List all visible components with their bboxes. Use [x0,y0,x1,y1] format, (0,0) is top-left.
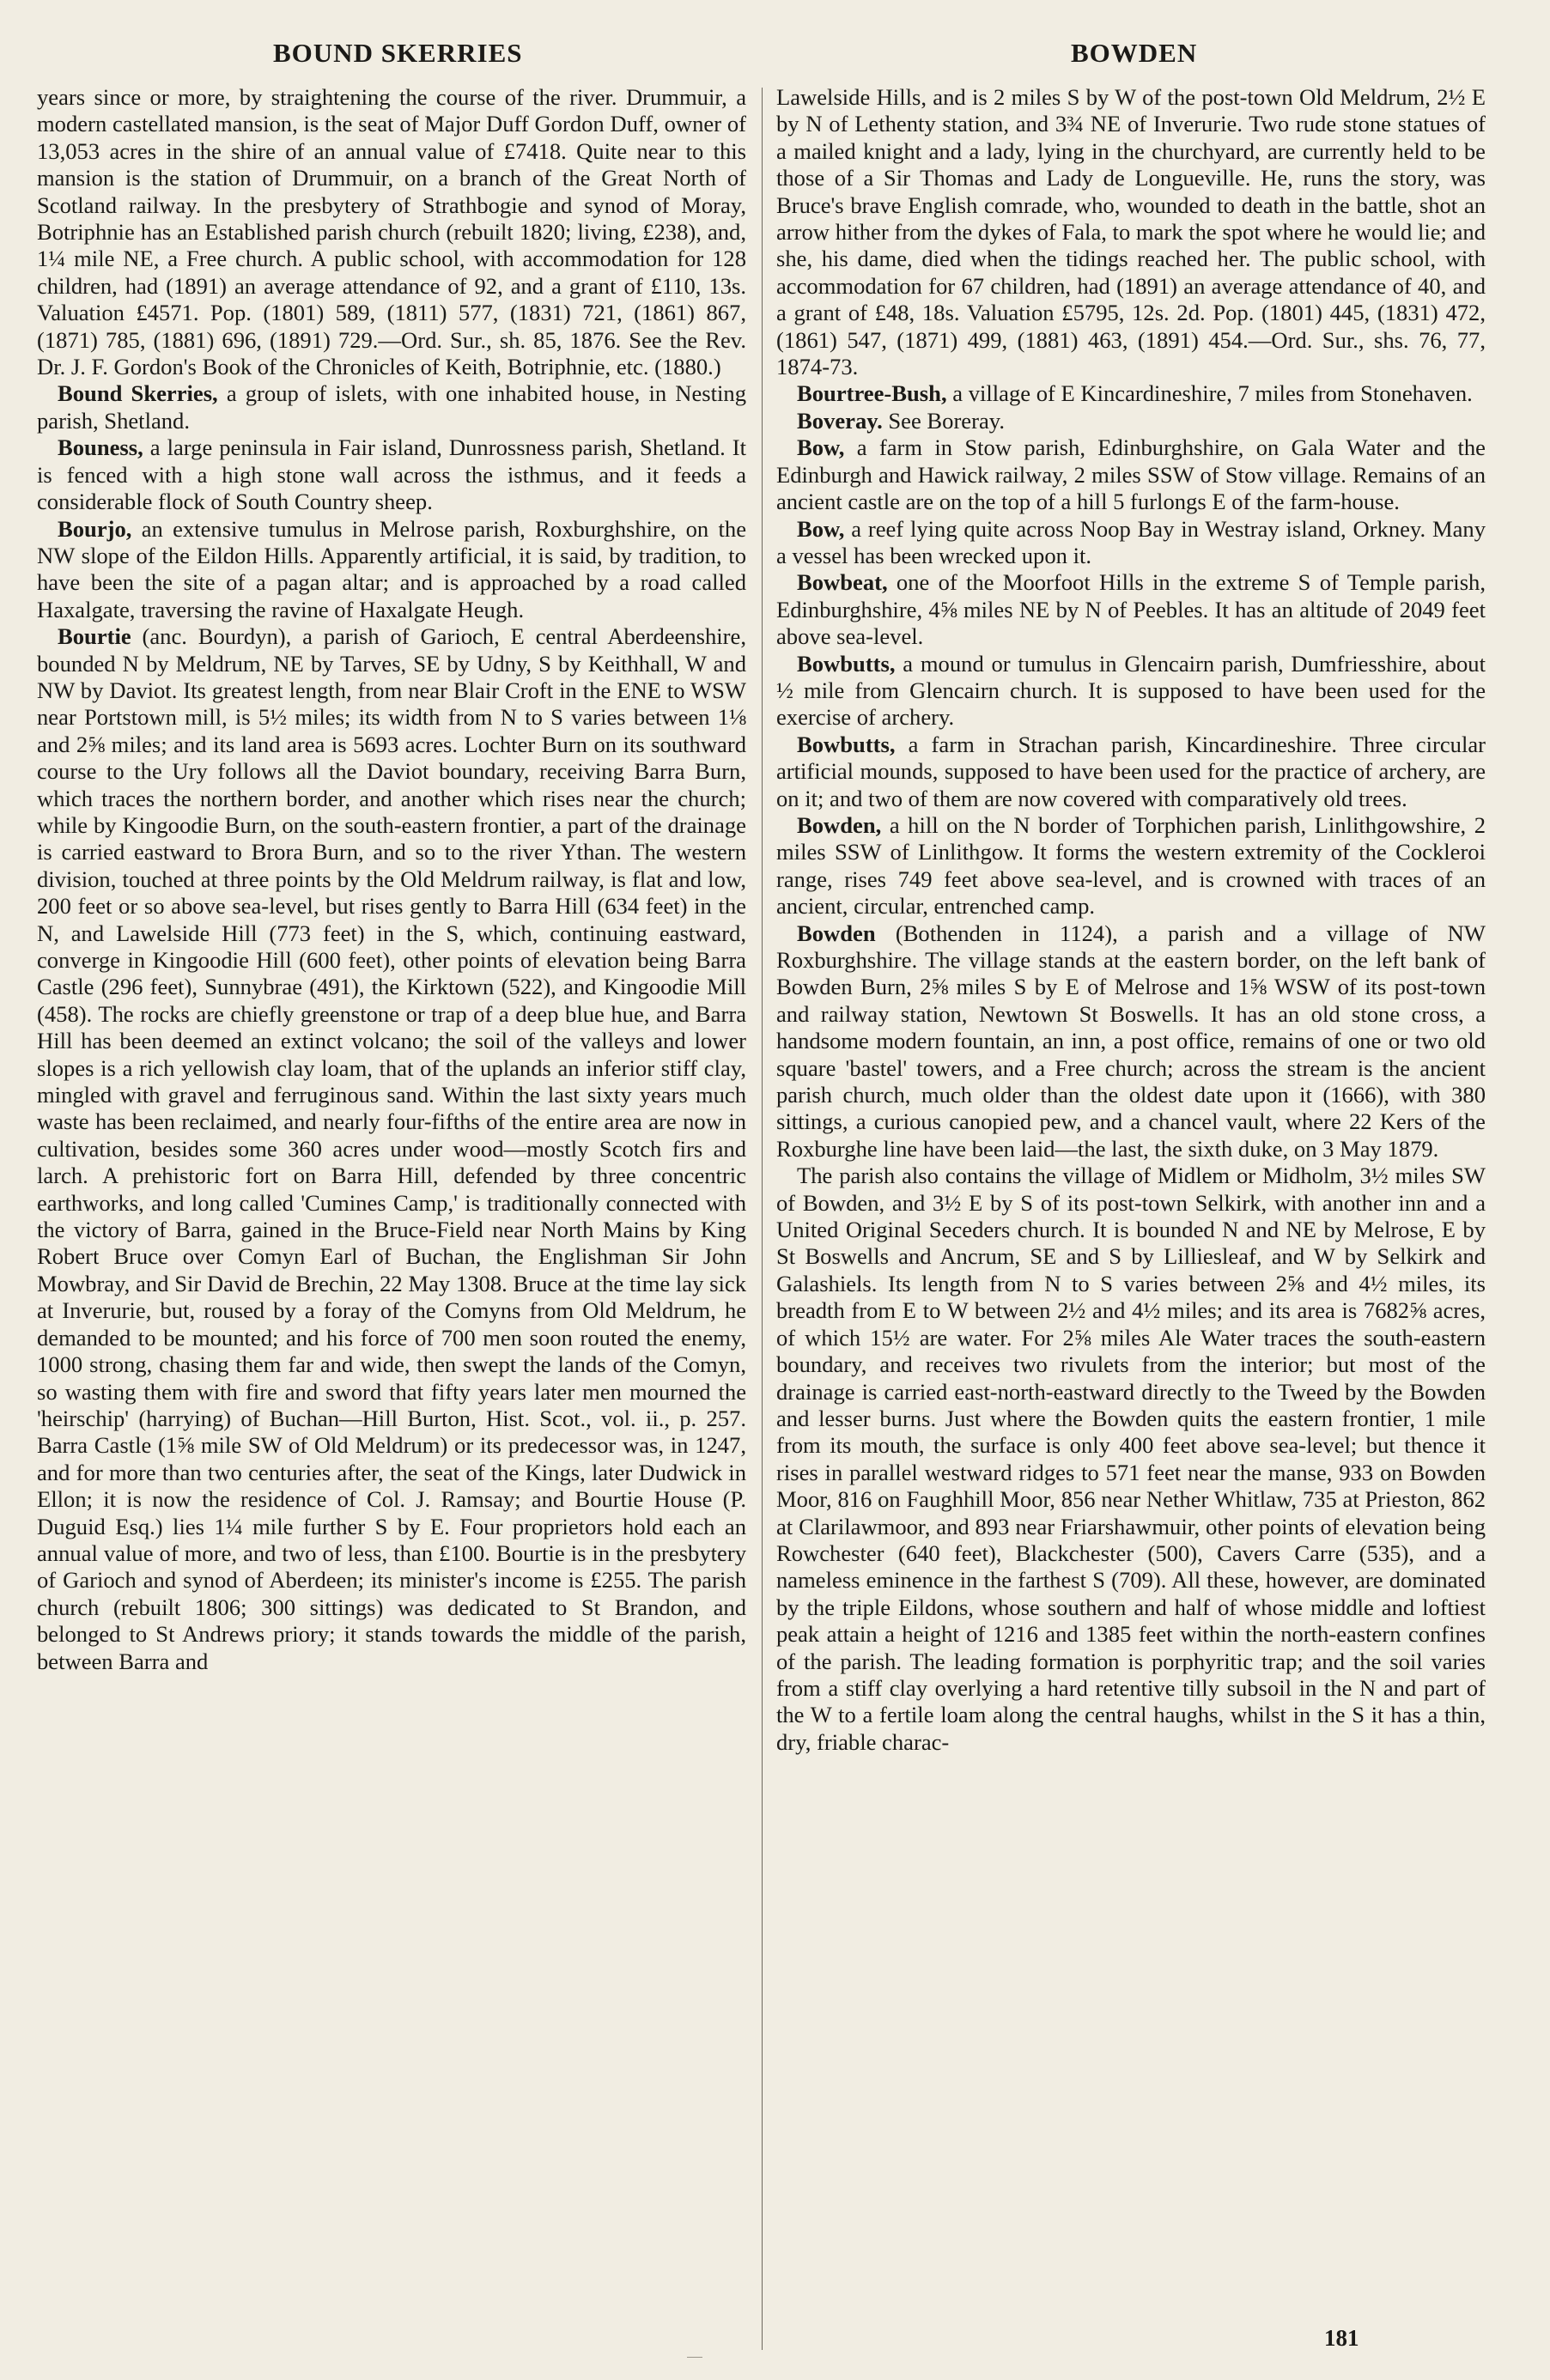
paragraph [776,516,1486,570]
paragraph-text: a mound or tumulus in Glencairn parish, Dumfriesshire, about ½ mile from Glencairn church. It is supposed to have been used for the exercise of archery. [776,650,1486,731]
footer-rule [687,2357,702,2358]
running-head-right: BOWDEN [1071,38,1198,68]
paragraph [776,380,1486,407]
paragraph-text: a group of islets, with one inhabited house, in Nesting parish, Shetland. [37,380,746,434]
paragraph [776,434,1486,515]
paragraph-text: a farm in Stow parish, Edinburghshire, on Gala Water and the Edinburgh and Hawick railway, 2 miles SSW of Stow village. Remains of an ancient castle are on the top of a hill 5 furlongs E of the farm-house. [776,434,1486,515]
headword: Bow, [797,515,845,542]
paragraph [776,84,1486,380]
paragraph-text: a farm in Strachan parish, Kincardineshire. Three circular artificial mounds, supposed to have been used for the practice of archery, are on it; and two of them are now covered with comparatively old trees. [776,731,1486,811]
headword: Bowden, [797,811,882,838]
running-head-left: BOUND SKERRIES [273,38,523,68]
paragraph [37,623,746,1675]
paragraph [776,812,1486,920]
headword: Bourtree-Bush, [797,380,947,407]
paragraph-text: a hill on the N border of Torphichen parish, Linlithgowshire, 2 miles SSW of Linlithgow. It forms the western extremity of the Cockleroi range, rises 749 feet above sea-level, and is crowned with traces of an ancient, circular, entrenched camp. [776,811,1486,920]
headword: Bowbutts, [797,731,896,757]
paragraph [37,380,746,434]
paragraph-text: (anc. Bourdyn), a parish of Garioch, E central Aberdeenshire, bounded N by Meldrum, NE by Tarves, SE by Udny, S by Keithhall, W and NW by Daviot. Its greatest length, from near Blair Croft in the ENE to WSW near Portstown mill, is 5½ miles; its width from N to S varies between 1⅛ and 2⅝ miles; and its land area is 5693 acres. Lochter Burn on its southward course to the Ury follows all the Daviot boundary, receiving Barra Burn, which traces the northern border, and another which rises near the church; while by Kingoodie Burn, on the south-eastern frontier, a part of the drainage is carried eastward to Brora Burn, and so to the river Ythan. The western division, touched at three points by the Old Meldrum railway, is flat and low, 200 feet or so above sea-level, but rises gently to Barra Hill (634 feet) in the N, and Lawelside Hill (773 feet) in the S, which, continuing eastward, converge in Kingoodie Hill (600 feet), other points of elevation being Barra Castle (296 feet), Sunnybrae (491), the Kirktown (522), and Kingoodie Mill (458). The rocks are chiefly greenstone or trap of a deep blue hue, and Barra Hill has been deemed an extinct volcano; the soil of the valleys and lower slopes is a rich yellowish clay loam, that of the uplands an inferior stiff clay, mingled with gravel and ferruginous sand. Within the last sixty years much waste has been reclaimed, and nearly four-fifths of the entire area are now in cultivation, besides some 360 acres under wood—mostly Scotch firs and larch. A prehistoric fort on Barra Hill, defended by three concentric earthworks, and long called 'Cumines Camp,' is traditionally connected with the victory of Barra, gained in the Bruce-Field near North Mains by King Robert Bruce over Comyn Earl of Buchan, the Englishman Sir John Mowbray, and Sir David de Brechin, 22 May 1308. Bruce at the time lay sick at Inverurie, but, roused by a foray of the Comyns from Old Meldrum, he demanded to be mounted; and his force of 700 men soon routed the enemy, 1000 strong, chasing them far and wide, then swept the lands of the Comyn, so wasting them with fire and sword that fifty years later men mourned the 'heirschip' (harrying) of Buchan—Hill Burton, Hist. Scot., vol. ii., p. 257. Barra Castle (1⅝ mile SW of Old Meldrum) or its predecessor was, in 1247, and for more than two centuries after, the seat of the Kings, later Dudwick in Ellon; it is now the residence of Col. J. Ramsay; and Bourtie House (P. Duguid Esq.) lies 1¼ mile further S by E. Four proprietors hold each an annual value of more, and two of less, than £100. Bourtie is in the presbytery of Garioch and synod of Aberdeen; its minister's income is £255. The parish church (rebuilt 1806; 300 sittings) was dedicated to St Brandon, and belonged to St Andrews priory; it stands towards the middle of the parish, between Barra and [37,623,746,1674]
headword: Bouness, [58,434,143,461]
paragraph-text: See Boreray. [882,407,1005,434]
paragraph-text: (Bothenden in 1124), a parish and a village of NW Roxburghshire. The village stands at the eastern border, on the left bank of Bowden Burn, 2⅝ miles S by E of Melrose and 1⅝ WSW of its post-town and railway station, Newtown St Boswells. It has an old stone cross, a handsome modern fountain, an inn, a post office, remains of one or two old square 'bastel' towers, and a Free church; across the stream is the ancient parish church, much older than the oldest date upon it (1666), with 380 sittings, a curious canopied pew, and a chancel vault, where 22 Kers of the Roxburghe line have been laid—the last, the sixth duke, on 3 May 1879. [776,920,1486,1162]
headword: Bowbutts, [797,650,896,677]
headword: Bowbeat, [797,569,888,596]
headword: Bound Skerries, [58,380,218,407]
paragraph-text: an extensive tumulus in Melrose parish, Roxburghshire, on the NW slope of the Eildon Hills. Apparently artificial, it is said, by tradition, to have been the site of a pagan altar; and is approached by a road called Haxalgate, traversing the ravine of Haxalgate Heugh. [37,515,746,622]
right-column [776,84,1486,1756]
paragraph-text: a large peninsula in Fair island, Dunrossness parish, Shetland. It is fenced with a high stone wall across the isthmus, and it feeds a considerable flock of South Country sheep. [37,434,746,515]
paragraph-text: a village of E Kincardineshire, 7 miles from Stonehaven. [946,380,1473,407]
paragraph [37,84,746,380]
headword: Bourtie [58,623,131,650]
headword: Bowden [797,920,876,946]
paragraph [776,732,1486,812]
paragraph [776,569,1486,650]
headword: Boveray. [797,407,883,434]
paragraph-text: one of the Moorfoot Hills in the extreme S of Temple parish, Edinburghshire, 4⅝ miles NE by N of Peebles. It has an altitude of 2049 feet above sea-level. [776,569,1486,650]
page-number: 181 [1324,2325,1359,2351]
paragraph-text: Lawelside Hills, and is 2 miles S by W of the post-town Old Meldrum, 2½ E by N of Lethenty station, and 3¾ NE of Inverurie. Two rude stone statues of a mailed knight and a lady, lying in the churchyard, are currently held to be those of a Sir Thomas and Lady de Longueville. He, runs the story, was Bruce's brave English comrade, who, wounded to death in the battle, shot an arrow hither from the dykes of Fala, to mark the spot where he would lie; and she, his dame, died when the tidings reached her. The public school, with accommodation for 67 children, had (1891) an average attendance of 40, and a grant of £48, 18s. Valuation £5795, 12s. 2d. Pop. (1801) 445, (1831) 472, (1861) 547, (1871) 499, (1881) 463, (1891) 454.—Ord. Sur., shs. 76, 77, 1874-73. [776,84,1486,380]
column-divider [762,88,763,2350]
paragraph-text: years since or more, by straightening the course of the river. Drummuir, a modern castellated mansion, is the seat of Major Duff Gordon Duff, owner of 13,053 acres in the shire of an annual value of £7418. Quite near to this mansion is the station of Drummuir, on a branch of the Great North of Scotland railway. In the presbytery of Strathbogie and synod of Moray, Botriphnie has an Established parish church (rebuilt 1820; living, £238), and, 1¼ mile NE, a Free church. A public school, with accommodation for 128 children, had (1891) an average attendance of 92, and a grant of £110, 13s. Valuation £4571. Pop. (1801) 589, (1811) 577, (1831) 721, (1861) 867, (1871) 785, (1881) 696, (1891) 729.—Ord. Sur., sh. 85, 1876. See the Rev. Dr. J. F. Gordon's Book of the Chronicles of Keith, Botriphnie, etc. (1880.) [37,84,746,380]
headword: Bourjo, [58,515,132,542]
paragraph [776,651,1486,732]
paragraph [776,1163,1486,1756]
paragraph-text: The parish also contains the village of Midlem or Midholm, 3½ miles SW of Bowden, and 3½ E by S of its post-town Selkirk, with another inn and a United Original Seceders church. It is bounded N and NE by Melrose, E by St Boswells and Ancrum, SE and S by Lilliesleaf, and W by Selkirk and Galashiels. Its length from N to S varies between 2⅝ and 4½ miles, its breadth from E to W between 2½ and 4½ miles; and its area is 7682⅝ acres, of which 15½ are water. For 2⅝ miles Ale Water traces the south-eastern boundary, and receives two rivulets from the interior; but most of the drainage is carried east-north-eastward directly to the Tweed by the Bowden and lesser burns. Just where the Bowden quits the eastern frontier, 1 mile from its mouth, the surface is only 400 feet above sea-level; but thence it rises in parallel westward ridges to 571 feet near the manse, 933 on Bowden Moor, 816 on Faughhill Moor, 856 near Nether Whitlaw, 735 at Prieston, 862 at Clarilawmoor, and 893 near Friarshawmuir, other points of elevation being Rowchester (640 feet), Blackchester (500), Cavers Carre (535), and a nameless eminence in the farthest S (709). All these, however, are dominated by the triple Eildons, whose southern and half of whose middle and loftiest peak attain a height of 1216 and 1385 feet within the north-eastern confines of the parish. The leading formation is porphyritic trap; and the soil varies from a stiff clay overlying a hard retentive tilly subsoil in the N and part of the W to a fertile loam along the central haughs, whilst in the S it has a thin, dry, friable charac- [776,1163,1486,1755]
left-column [37,84,746,1675]
headword: Bow, [797,434,845,461]
paragraph [776,408,1486,434]
paragraph-text: a reef lying quite across Noop Bay in Westray island, Orkney. Many a vessel has been wrecked upon it. [776,515,1486,568]
paragraph [37,434,746,515]
paragraph [776,920,1486,1163]
paragraph [37,516,746,624]
